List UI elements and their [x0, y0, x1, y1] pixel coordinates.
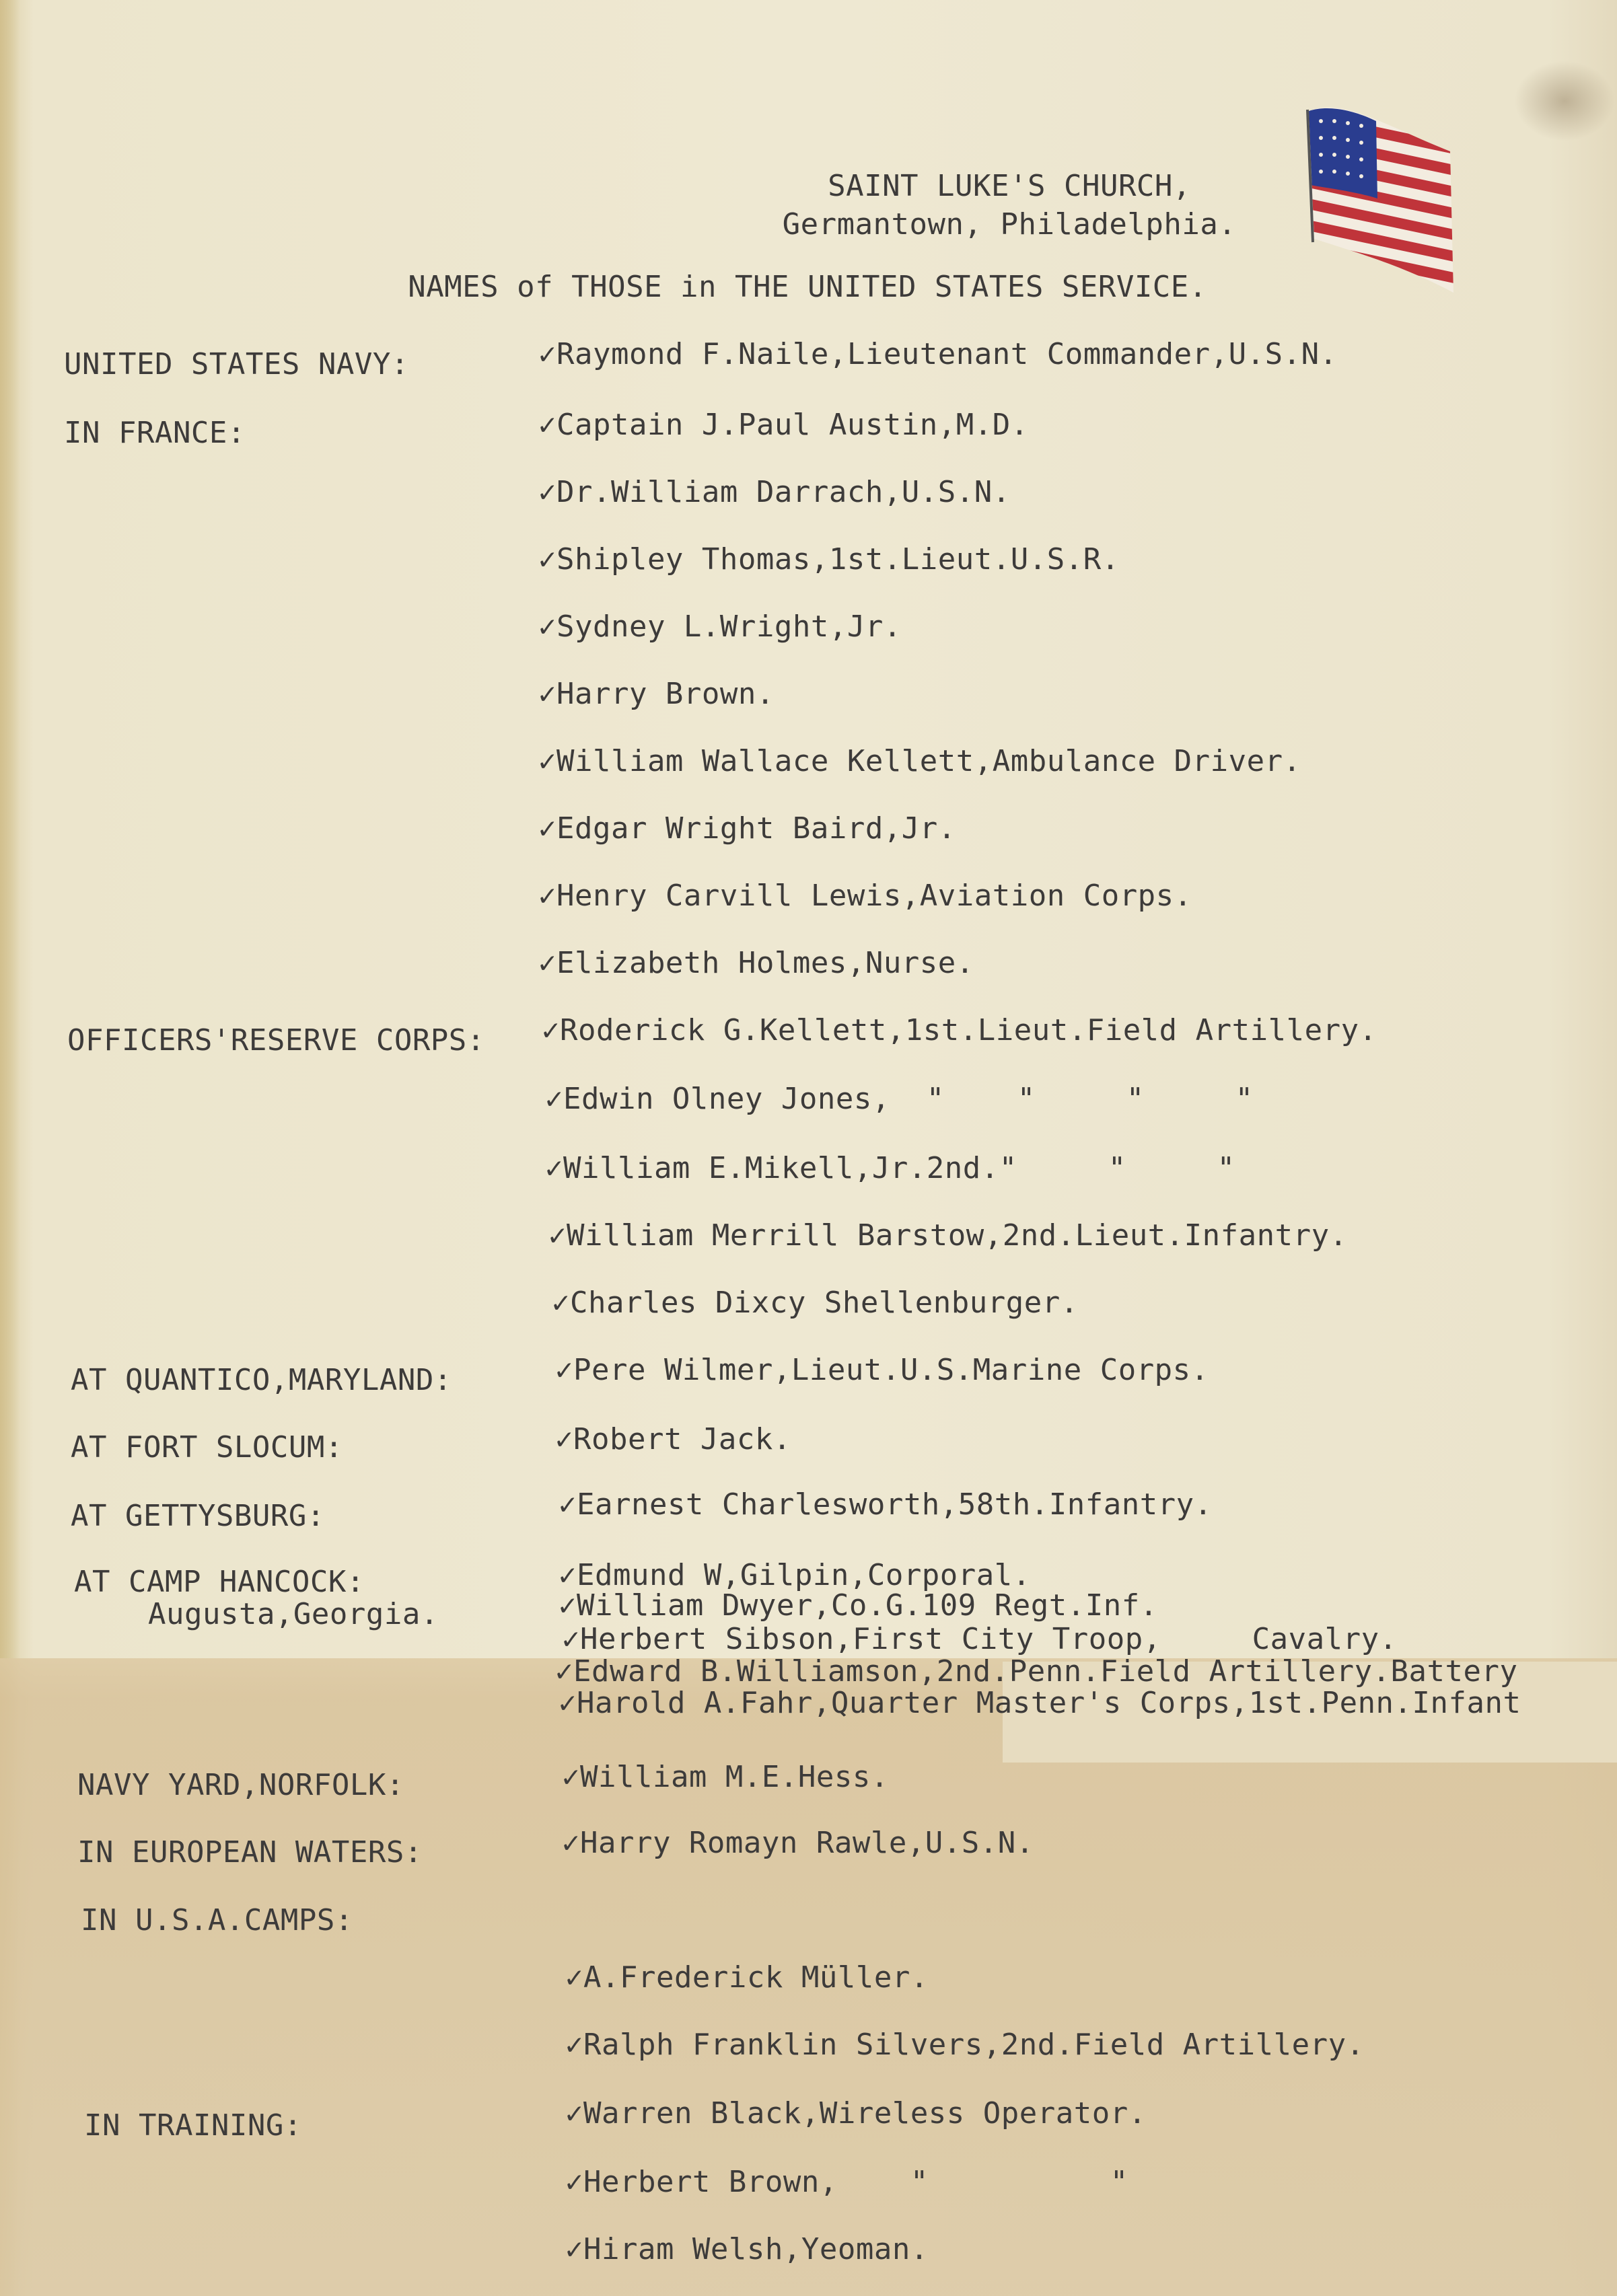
entry-training-1: ✓Warren Black,Wireless Operator.	[565, 2096, 1147, 2131]
smudge-mark	[1514, 61, 1615, 141]
entry-france-4: ✓Sydney L.Wright,Jr.	[538, 609, 902, 644]
entry-training-3: ✓Hiram Welsh,Yeoman.	[565, 2232, 929, 2266]
entry-quantico-1: ✓Pere Wilmer,Lieut.U.S.Marine Corps.	[555, 1353, 1209, 1387]
entry-france-5: ✓Harry Brown.	[538, 677, 775, 711]
document-title: NAMES of THOSE in THE UNITED STATES SERVICE.	[408, 270, 1207, 304]
entry-france-8: ✓Henry Carvill Lewis,Aviation Corps.	[538, 879, 1192, 913]
entry-norfolk-1: ✓William M.E.Hess.	[562, 1760, 889, 1794]
section-label-camp-hancock: AT CAMP HANCOCK:	[74, 1565, 365, 1599]
section-label-quantico: AT QUANTICO,MARYLAND:	[71, 1363, 452, 1397]
section-label-reserve: OFFICERS'RESERVE CORPS:	[67, 1023, 485, 1058]
church-location: Germantown, Philadelphia.	[782, 207, 1237, 242]
section-label-training: IN TRAINING:	[84, 2108, 302, 2143]
entry-france-9: ✓Elizabeth Holmes,Nurse.	[538, 946, 974, 980]
entry-reserve-1: ✓Roderick G.Kellett,1st.Lieut.Field Artillery.	[542, 1013, 1377, 1047]
entry-fort-slocum-1: ✓Robert Jack.	[555, 1422, 791, 1456]
entry-reserve-4: ✓William Merrill Barstow,2nd.Lieut.Infantry.	[548, 1218, 1348, 1253]
entry-gettysburg-1: ✓Earnest Charlesworth,58th.Infantry.	[559, 1487, 1213, 1522]
section-label-european-waters: IN EUROPEAN WATERS:	[77, 1835, 423, 1869]
section-label-navy: UNITED STATES NAVY:	[64, 347, 409, 381]
entry-hancock-4: ✓Edward B.Williamson,2nd.Penn.Field Artillery.Battery	[555, 1654, 1518, 1689]
entry-france-2: ✓Dr.William Darrach,U.S.N.	[538, 475, 1011, 509]
entry-hancock-2: ✓William Dwyer,Co.G.109 Regt.Inf.	[559, 1588, 1158, 1623]
entry-hancock-3: ✓Herbert Sibson,First City Troop, Cavalry.	[562, 1622, 1398, 1656]
section-label-france: IN FRANCE:	[64, 416, 246, 450]
entry-france-1: ✓Captain J.Paul Austin,M.D.	[538, 408, 1029, 442]
entry-european-1: ✓Harry Romayn Rawle,U.S.N.	[562, 1826, 1034, 1860]
entry-france-3: ✓Shipley Thomas,1st.Lieut.U.S.R.	[538, 542, 1120, 577]
entry-usa-camps-2: ✓Ralph Franklin Silvers,2nd.Field Artillery.	[565, 2028, 1365, 2062]
section-label-fort-slocum: AT FORT SLOCUM:	[71, 1430, 343, 1465]
entry-reserve-3: ✓William E.Mikell,Jr.2nd." " "	[545, 1151, 1235, 1185]
church-name: SAINT LUKE'S CHURCH,	[828, 169, 1191, 203]
entry-training-2: ✓Herbert Brown, " "	[565, 2165, 1128, 2199]
entry-reserve-5: ✓Charles Dixcy Shellenburger.	[552, 1286, 1079, 1320]
section-label-gettysburg: AT GETTYSBURG:	[71, 1499, 325, 1533]
section-sublabel-camp-hancock: Augusta,Georgia.	[148, 1597, 439, 1631]
section-label-usa-camps: IN U.S.A.CAMPS:	[81, 1903, 353, 1937]
entry-reserve-2: ✓Edwin Olney Jones, " " " "	[545, 1082, 1254, 1116]
section-label-norfolk: NAVY YARD,NORFOLK:	[77, 1768, 404, 1802]
entry-hancock-1: ✓Edmund W,Gilpin,Corporal.	[559, 1558, 1031, 1592]
entry-navy-1: ✓Raymond F.Naile,Lieutenant Commander,U.S.N.	[538, 337, 1338, 371]
entry-france-7: ✓Edgar Wright Baird,Jr.	[538, 811, 956, 846]
entry-hancock-5: ✓Harold A.Fahr,Quarter Master's Corps,1st.Penn.Infant	[559, 1686, 1521, 1720]
entry-usa-camps-1: ✓A.Frederick Müller.	[565, 1960, 929, 1995]
entry-france-6: ✓William Wallace Kellett,Ambulance Driver.	[538, 744, 1301, 778]
